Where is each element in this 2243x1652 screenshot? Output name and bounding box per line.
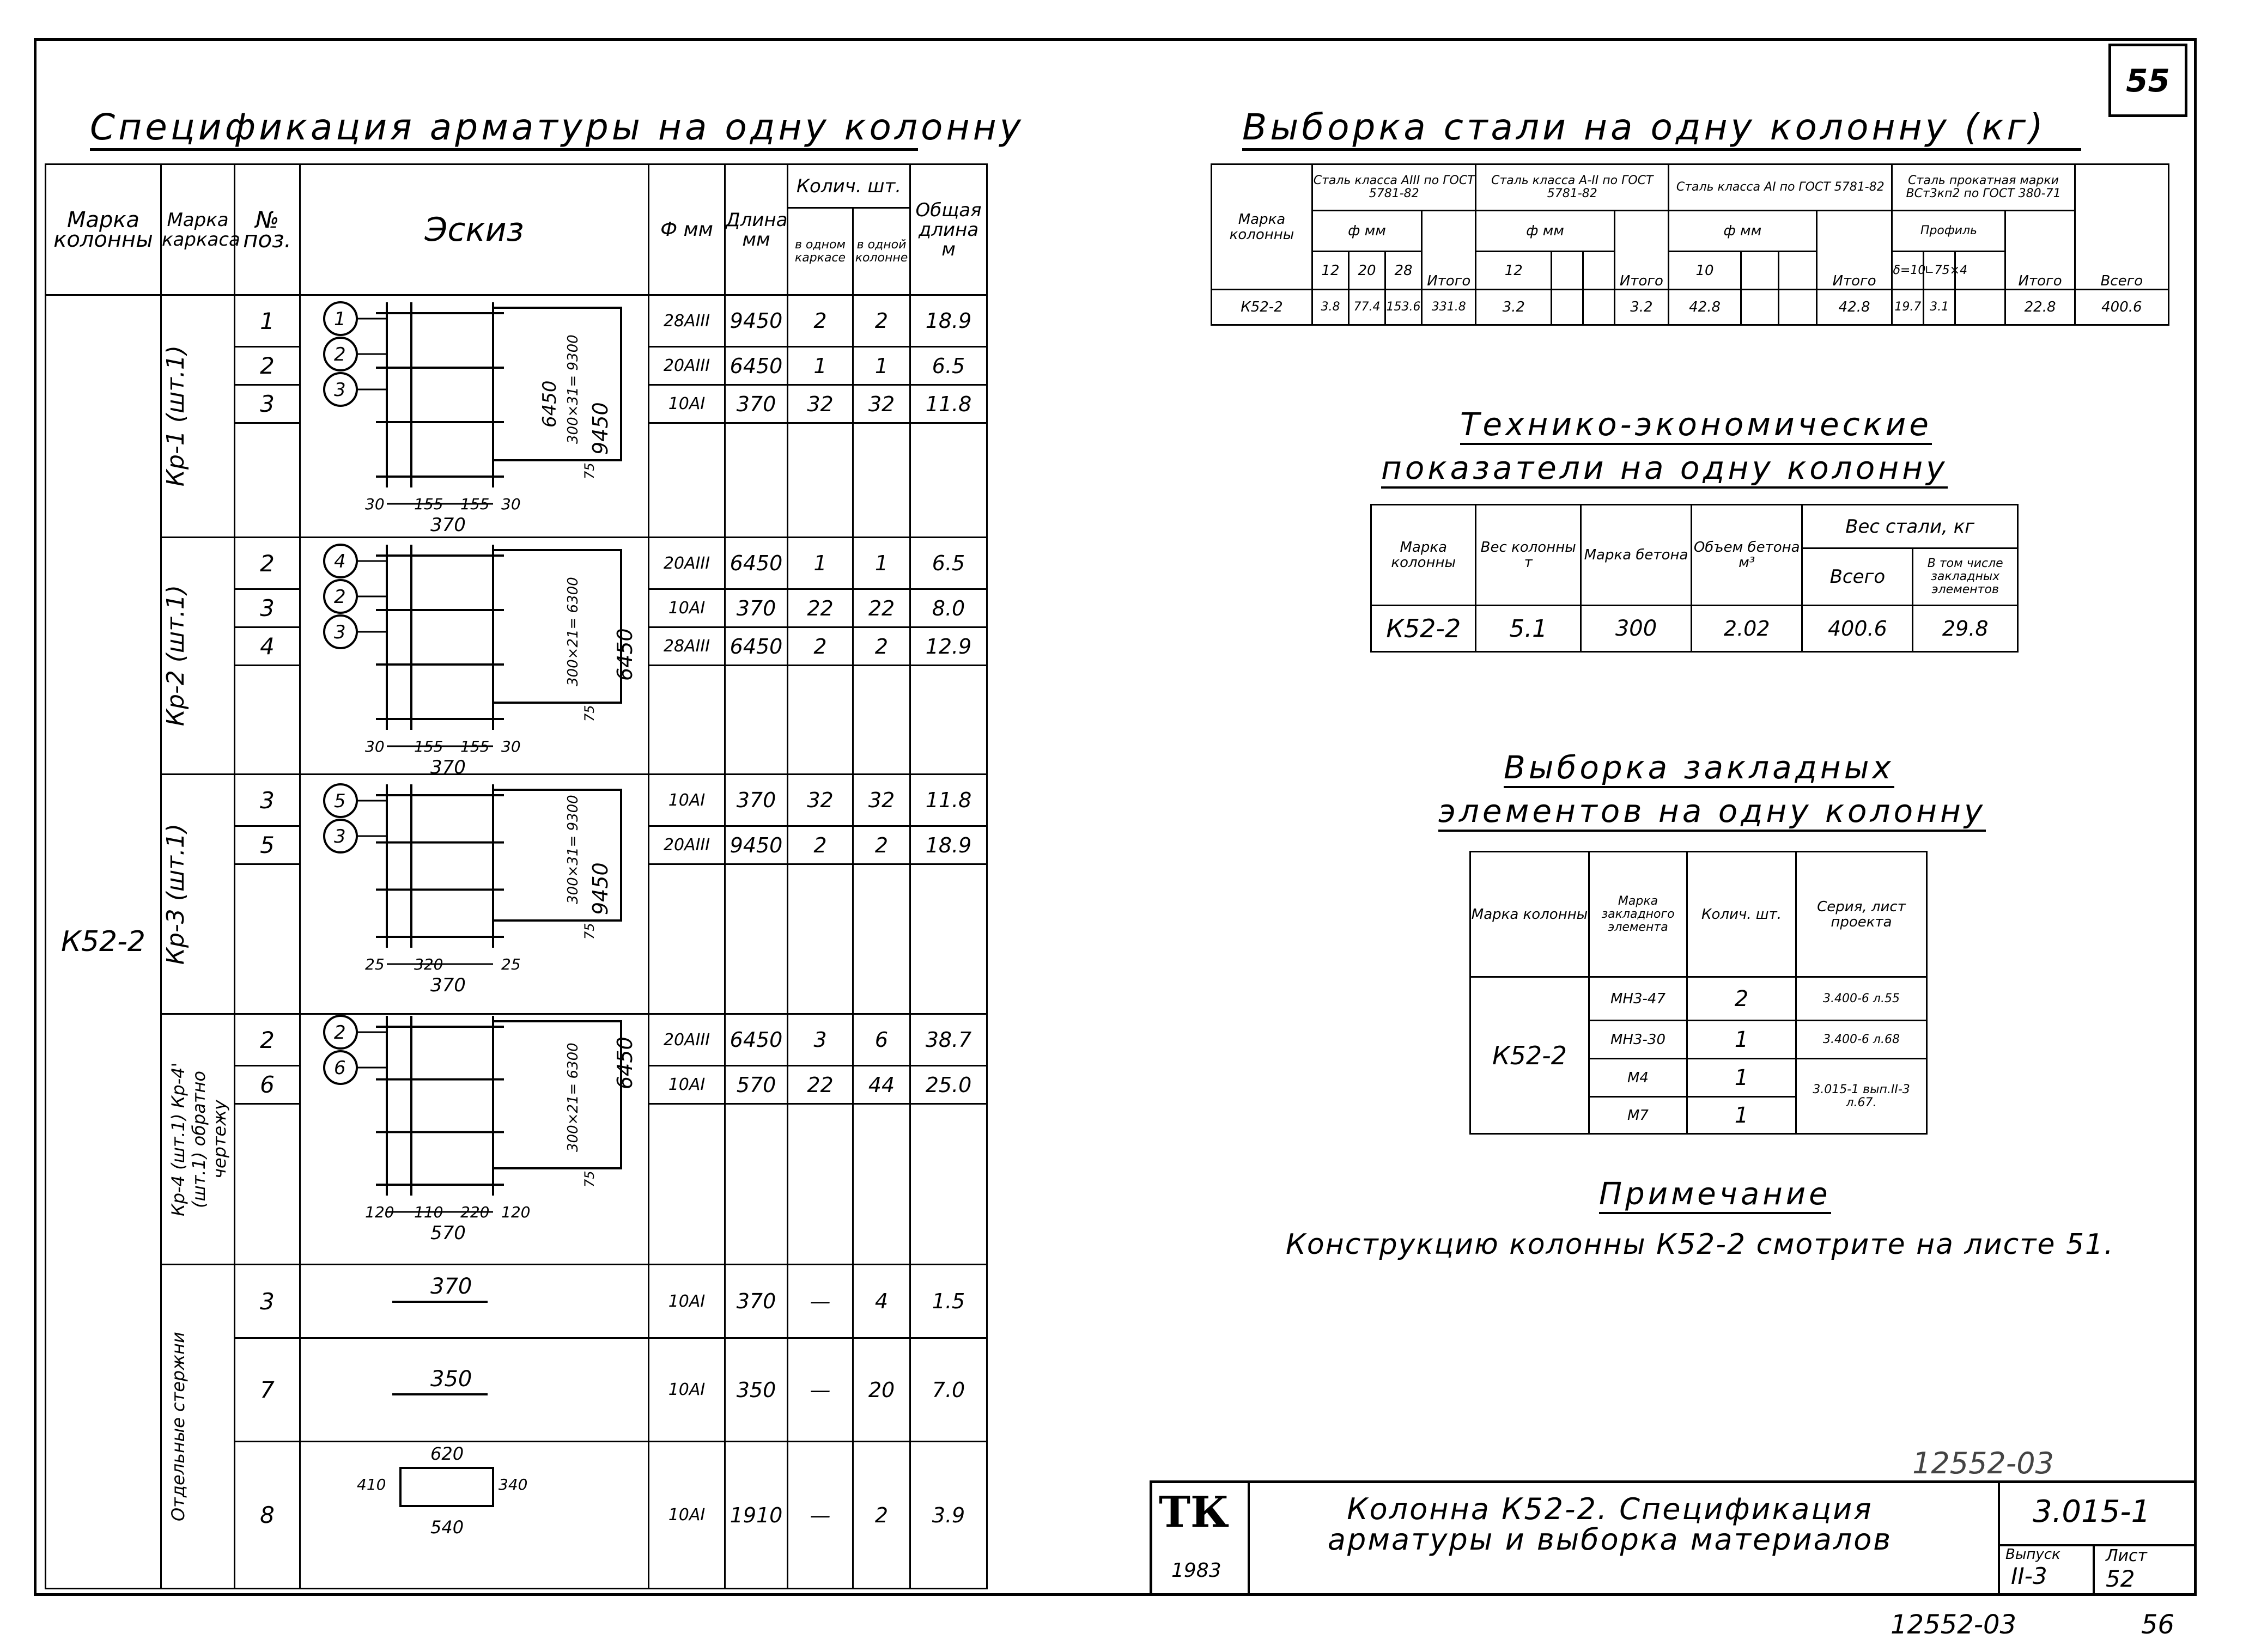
cage-mark-label: Кр-3 (шт.1): [162, 823, 190, 965]
steel-b-tot: 3.2: [1614, 290, 1668, 325]
emb-row-1-emb: МН3-30: [1589, 1021, 1687, 1059]
dim-box: [493, 1021, 621, 1168]
stamp-sheet-cell: [2095, 1546, 2196, 1595]
q1-cell: 3: [788, 1014, 853, 1066]
q2-cell: 6: [853, 1014, 910, 1066]
emb-row-1-qty: 1: [1687, 1021, 1796, 1059]
diam-cell: 10AI: [649, 589, 725, 627]
len-cell: 370: [725, 775, 788, 826]
steel-grp2: Сталь класса A-II по ГОСТ 5781-82: [1476, 164, 1669, 211]
emb-row-0-qty: 2: [1687, 977, 1796, 1021]
closed-bar-shape: [400, 1468, 493, 1506]
pos-cell: 7: [235, 1338, 300, 1442]
diam-cell: 10AI: [649, 1066, 725, 1104]
steel-grp4: Сталь прокатная марки ВСт3кп2 по ГОСТ 380-71: [1892, 164, 2075, 211]
sketch-dim-label: 75: [582, 705, 597, 722]
pos-cell: 3: [235, 589, 300, 627]
q1-cell: —: [788, 1338, 853, 1442]
q2-cell: 4: [853, 1265, 910, 1338]
steel-title: Выборка стали на одну колонну (кг): [1242, 106, 2081, 151]
sketch-dim-label: 155: [414, 737, 443, 755]
emb-row-0-emb: МН3-47: [1589, 977, 1687, 1021]
hdr-total-len: Общая длина м: [910, 164, 987, 295]
steel-grp1: Сталь класса AIII по ГОСТ 5781-82: [1312, 164, 1475, 211]
sketch-dim-label: 30: [501, 495, 521, 513]
stamp-title: Колонна К52-2. Спецификация арматуры и выборка материалов: [1327, 1492, 1893, 1557]
steel-grp3: Сталь класса AI по ГОСТ 5781-82: [1669, 164, 1892, 211]
diam-cell: 20AIII: [649, 538, 725, 589]
q2-cell: 2: [853, 627, 910, 666]
hdr-length: Длина мм: [725, 164, 788, 295]
len-cell: 6450: [725, 538, 788, 589]
total-cell: 38.7: [910, 1014, 987, 1066]
stamp-issue-label: Выпуск: [2005, 1546, 2060, 1563]
steel-itogo-1: Итого: [1422, 211, 1476, 290]
sketch-dim-label: 340: [499, 1476, 528, 1493]
sketch-dim-label: 300×31= 9300: [565, 795, 581, 904]
q2-cell: 2: [853, 295, 910, 347]
cage-mark-label: Кр-1 (шт.1): [162, 345, 190, 487]
len-cell: 350: [725, 1338, 788, 1442]
tech-h-total: Всего: [1802, 548, 1913, 606]
sketch-dim-label: 9450: [588, 862, 612, 915]
q2-cell: 20: [853, 1338, 910, 1442]
cage-mark-label: Отдельные стержни: [168, 1332, 189, 1521]
emb-row-3-emb: М7: [1589, 1097, 1687, 1134]
pos-cell: 3: [235, 1265, 300, 1338]
tech-weight: 5.1: [1476, 606, 1581, 652]
steel-row-mark: К52-2: [1212, 290, 1312, 325]
steel-c1: 42.8: [1669, 290, 1741, 325]
q2-cell: 2: [853, 826, 910, 864]
tech-emb: 29.8: [1913, 606, 2018, 652]
emb-title-2: элементов на одну колонну: [1438, 793, 1986, 832]
emb-row-3-qty: 1: [1687, 1097, 1796, 1134]
steel-itogo-3: Итого: [1816, 211, 1892, 290]
q2-cell: 32: [853, 775, 910, 826]
sketch-dim-label: 540: [430, 1517, 464, 1538]
q2-cell: 32: [853, 385, 910, 423]
diam-cell: 10AI: [649, 1442, 725, 1589]
emb-h-series: Серия, лист проекта: [1796, 852, 1927, 977]
sketch-dim-label: 3: [334, 826, 346, 848]
len-cell: 370: [725, 589, 788, 627]
total-cell: 18.9: [910, 826, 987, 864]
total-cell: 8.0: [910, 589, 987, 627]
total-cell: 3.9: [910, 1442, 987, 1589]
q2-cell: 1: [853, 538, 910, 589]
q1-cell: 2: [788, 627, 853, 666]
sketch-dim-label: 25: [365, 955, 385, 973]
sketch-dim-label: 6: [334, 1057, 346, 1079]
sketch-dim-label: 75: [582, 462, 597, 479]
steel-phi-1: ф мм: [1312, 211, 1421, 252]
len-cell: 9450: [725, 826, 788, 864]
sketch-dim-label: 2: [334, 1022, 346, 1044]
tech-h-volume: Объем бетона м³: [1692, 505, 1802, 606]
pos-cell: 5: [235, 826, 300, 864]
sketch-dim-label: 220: [460, 1203, 490, 1221]
tech-h-steel: Вес стали, кг: [1802, 505, 2018, 548]
column-mark-cell: К52-2: [46, 295, 161, 1589]
steel-itogo-4: Итого: [2005, 211, 2075, 290]
pos-cell: 3: [235, 775, 300, 826]
steel-total: 400.6: [2075, 290, 2168, 325]
q2-cell: 2: [853, 1442, 910, 1589]
steel-d1-1: 20: [1348, 252, 1385, 290]
sketch-dim-label: 410: [357, 1476, 386, 1493]
len-cell: 6450: [725, 627, 788, 666]
steel-b1: 3.2: [1476, 290, 1552, 325]
diam-cell: 20AIII: [649, 1014, 725, 1066]
hdr-pos: № поз.: [235, 164, 300, 295]
steel-e-tot: 22.8: [2005, 290, 2075, 325]
emb-row-2-series: 3.015-1 вып.II-3 л.67.: [1796, 1059, 1927, 1134]
len-cell: 6450: [725, 1014, 788, 1066]
steel-d1-0: 12: [1312, 252, 1348, 290]
stamp-series: 3.015-1: [2033, 1494, 2151, 1529]
q1-cell: —: [788, 1265, 853, 1338]
spec-title: Спецификация арматуры на одну колонну: [90, 106, 918, 151]
emb-h-mark: Марка колонны: [1470, 852, 1589, 977]
sketch-dim-label: 6450: [613, 1037, 637, 1089]
sketch-dim-label: 155: [414, 495, 443, 513]
archive-number-top: 12552-03: [1912, 1446, 2054, 1480]
hdr-diam: Ф мм: [649, 164, 725, 295]
stamp-issue-row: [2000, 1544, 2196, 1595]
len-cell: 9450: [725, 295, 788, 347]
total-cell: 18.9: [910, 295, 987, 347]
sketch-dim-label: 300×21= 6300: [565, 577, 581, 686]
emb-h-qty: Колич. шт.: [1687, 852, 1796, 977]
stamp-issue: II-3: [2011, 1563, 2047, 1589]
hdr-qty-cage: в одном каркасе: [788, 208, 853, 295]
sketch-dim-label: 370: [430, 757, 466, 778]
tech-h-emb: В том числе закладных элементов: [1913, 548, 2018, 606]
sketch-dim-label: 5: [334, 790, 346, 812]
hdr-cage-mark: Марка каркаса: [161, 164, 235, 295]
emb-mark: К52-2: [1470, 977, 1589, 1134]
steel-hdr-mark: Марка колонны: [1212, 164, 1312, 290]
hdr-qty-col: в одной колонне: [853, 208, 910, 295]
archive-number-bottom: 12552-03: [1891, 1610, 2017, 1640]
steel-d3-0: 10: [1669, 252, 1741, 290]
tech-mark: К52-2: [1371, 606, 1476, 652]
dim-box: [493, 550, 621, 703]
tech-total: 400.6: [1802, 606, 1913, 652]
pos-cell: 6: [235, 1066, 300, 1104]
steel-a-tot: 331.8: [1422, 290, 1476, 325]
q1-cell: 32: [788, 775, 853, 826]
steel-a3: 153.6: [1385, 290, 1422, 325]
pos-cell: 2: [235, 1014, 300, 1066]
steel-d4-0: δ=10: [1892, 252, 1924, 290]
sketch-dim-label: 30: [365, 495, 385, 513]
diam-cell: 10AI: [649, 1265, 725, 1338]
total-cell: 11.8: [910, 385, 987, 423]
sketch-dim-label: 25: [501, 955, 521, 973]
len-cell: 370: [725, 1265, 788, 1338]
sketch-dim-label: 75: [582, 1171, 597, 1187]
pos-cell: 2: [235, 347, 300, 385]
diam-cell: 28AIII: [649, 295, 725, 347]
steel-phi-2: ф мм: [1476, 211, 1614, 252]
emb-row-1-series: 3.400-6 л.68: [1796, 1021, 1927, 1059]
diam-cell: 10AI: [649, 385, 725, 423]
total-cell: 1.5: [910, 1265, 987, 1338]
steel-a2: 77.4: [1348, 290, 1385, 325]
sketch-dim-label: 6450: [539, 380, 561, 428]
sketch-dim-label: 30: [365, 737, 385, 755]
steel-a1: 3.8: [1312, 290, 1348, 325]
pos-cell: 8: [235, 1442, 300, 1589]
q1-cell: 22: [788, 589, 853, 627]
tech-volume: 2.02: [1692, 606, 1802, 652]
sketch-dim-label: 3: [334, 379, 346, 401]
sketch-dim-label: 6450: [613, 628, 637, 681]
total-cell: 7.0: [910, 1338, 987, 1442]
q1-cell: 32: [788, 385, 853, 423]
q1-cell: 1: [788, 538, 853, 589]
sketch-dim-label: 155: [460, 737, 490, 755]
stamp-sheet-label: Лист: [2106, 1546, 2148, 1565]
sketch-dim-label: 4: [334, 551, 346, 572]
note-text: Конструкцию колонны К52-2 смотрите на листе 51.: [1286, 1228, 2114, 1261]
sketch-dim-label: 120: [501, 1203, 531, 1221]
sketch-dim-label: 1: [334, 308, 346, 330]
sketch-dim-label: 350: [430, 1367, 472, 1392]
diam-cell: 10AI: [649, 775, 725, 826]
pos-cell: 2: [235, 538, 300, 589]
tech-h-weight: Вес колонны т: [1476, 505, 1581, 606]
stamp-right: [1998, 1483, 2196, 1593]
steel-c-tot: 42.8: [1816, 290, 1892, 325]
q1-cell: 22: [788, 1066, 853, 1104]
emb-row-2-emb: М4: [1589, 1059, 1687, 1097]
stamp-logo: ТК: [1159, 1488, 1229, 1537]
tech-concrete: 300: [1581, 606, 1691, 652]
diam-cell: 20AIII: [649, 347, 725, 385]
tech-title-2: показатели на одну колонну: [1381, 449, 1948, 489]
sketch-dim-label: 320: [414, 955, 443, 973]
len-cell: 1910: [725, 1442, 788, 1589]
hdr-sketch: Эскиз: [300, 164, 649, 295]
steel-d1-2: 28: [1385, 252, 1422, 290]
len-cell: 370: [725, 385, 788, 423]
steel-d4-1: ∟75×4: [1924, 252, 1955, 290]
total-cell: 11.8: [910, 775, 987, 826]
q2-cell: 22: [853, 589, 910, 627]
hdr-col-mark: Марка колонны: [46, 164, 161, 295]
steel-profile: Профиль: [1892, 211, 2005, 252]
page-number-bottom: 56: [2141, 1610, 2175, 1640]
sketch-dim-label: 120: [365, 1203, 394, 1221]
steel-table: [1211, 163, 2169, 326]
len-cell: 6450: [725, 347, 788, 385]
sketch-dim-label: 155: [460, 495, 490, 513]
steel-e1: 19.7: [1892, 290, 1924, 325]
stamp-sheet: 52: [2106, 1565, 2135, 1592]
diam-cell: 28AIII: [649, 627, 725, 666]
sketch-dim-label: 2: [334, 586, 346, 608]
steel-d2-0: 12: [1476, 252, 1552, 290]
sketch-dim-label: 370: [430, 1274, 472, 1299]
hdr-qty: Колич. шт.: [788, 164, 910, 208]
cage-mark-label: Кр-2 (шт.1): [162, 585, 190, 727]
q2-cell: 1: [853, 347, 910, 385]
total-cell: 25.0: [910, 1066, 987, 1104]
sketch-dim-label: 300×21= 6300: [565, 1043, 581, 1152]
q1-cell: —: [788, 1442, 853, 1589]
diam-cell: 20AIII: [649, 826, 725, 864]
sketch-dim-label: 300×31= 9300: [565, 334, 581, 444]
stamp-year: 1983: [1171, 1559, 1221, 1582]
q1-cell: 2: [788, 295, 853, 347]
steel-e2: 3.1: [1924, 290, 1955, 325]
sketch-dim-label: 75: [582, 923, 597, 940]
sketch-dim-label: 110: [414, 1203, 443, 1221]
cage-mark-label: Кр-4 (шт.1) Кр-4' (шт.1) обратно чертежу: [168, 1062, 230, 1216]
steel-phi-3: ф мм: [1669, 211, 1817, 252]
stamp-issue-cell: [2000, 1546, 2095, 1595]
emb-title-1: Выборка закладных: [1504, 749, 1894, 788]
stamp-logo-cell: [1152, 1483, 1250, 1593]
emb-row-0-series: 3.400-6 л.55: [1796, 977, 1927, 1021]
q2-cell: 44: [853, 1066, 910, 1104]
page-number: 55: [2126, 62, 2170, 99]
total-cell: 6.5: [910, 347, 987, 385]
tech-title-1: Технико-экономические: [1460, 406, 1932, 445]
emb-row-2-qty: 1: [1687, 1059, 1796, 1097]
pos-cell: 1: [235, 295, 300, 347]
q1-cell: 1: [788, 347, 853, 385]
tech-h-concrete: Марка бетона: [1581, 505, 1691, 606]
sketch-dim-label: 9450: [588, 402, 612, 455]
pos-cell: 3: [235, 385, 300, 423]
sketch-dim-label: 620: [430, 1443, 464, 1464]
emb-h-emb: Марка закладного элемента: [1589, 852, 1687, 977]
q1-cell: 2: [788, 826, 853, 864]
tech-h-mark: Марка колонны: [1371, 505, 1476, 606]
len-cell: 570: [725, 1066, 788, 1104]
tech-table: [1370, 504, 2019, 653]
sketch-dim-label: 370: [430, 514, 466, 536]
emb-table: [1469, 851, 1928, 1135]
sketch-dim-label: 3: [334, 621, 346, 643]
total-cell: 12.9: [910, 627, 987, 666]
sketch-dim-label: 2: [334, 344, 346, 365]
diam-cell: 10AI: [649, 1338, 725, 1442]
pos-cell: 4: [235, 627, 300, 666]
total-cell: 6.5: [910, 538, 987, 589]
sketch-dim-label: 370: [430, 974, 466, 996]
steel-vsego: Всего: [2075, 164, 2168, 290]
sketch-dim-label: 30: [501, 737, 521, 755]
note-title: Примечание: [1599, 1176, 1831, 1214]
steel-itogo-2: Итого: [1614, 211, 1668, 290]
title-block: [1150, 1480, 2197, 1596]
sketch-dim-label: 570: [430, 1222, 466, 1244]
